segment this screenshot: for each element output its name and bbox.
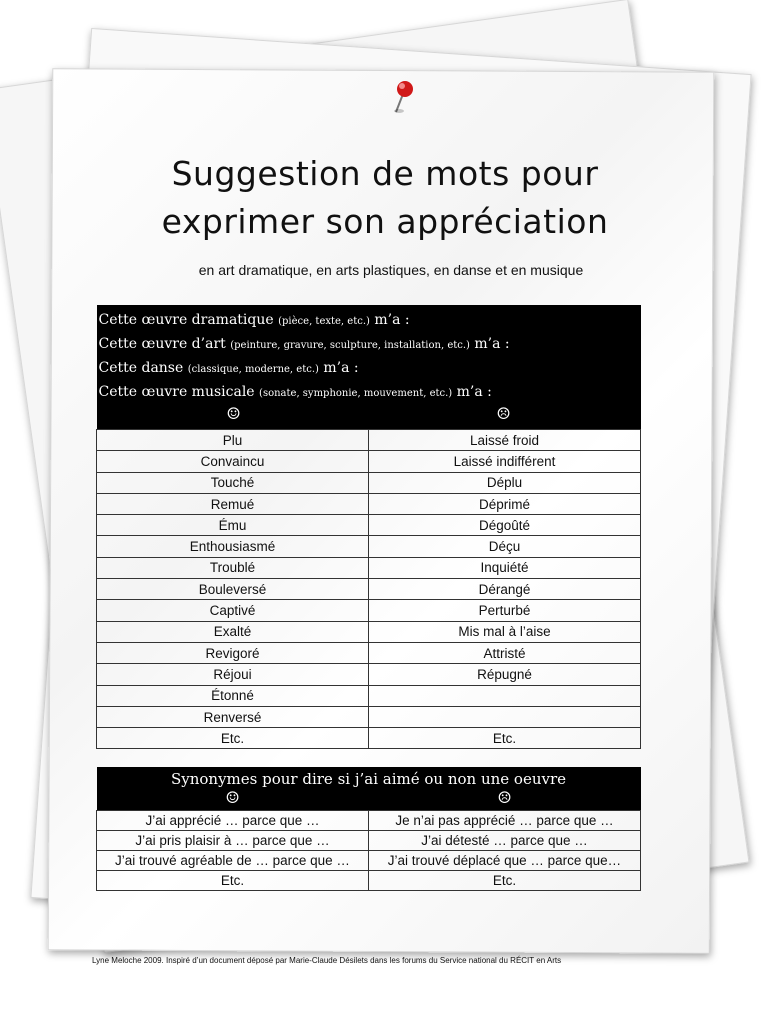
negative-cell: Laissé froid <box>369 430 641 451</box>
table-row <box>97 871 641 891</box>
table-row <box>97 664 641 685</box>
header-detail-text: (pièce, texte, etc.) <box>278 316 370 327</box>
positive-cell: Captivé <box>97 600 369 621</box>
table-row <box>97 642 641 663</box>
negative-cell: Déprimé <box>369 493 641 514</box>
table-row <box>97 621 641 642</box>
negative-cell: Inquiété <box>369 557 641 578</box>
positive-cell: J’ai pris plaisir à … parce que … <box>97 831 369 851</box>
table-row <box>97 579 641 600</box>
negative-cell <box>369 685 641 706</box>
table-row <box>97 557 641 578</box>
table-row <box>97 831 641 851</box>
positive-cell: Enthousiasmé <box>97 536 369 557</box>
feelings-table-body <box>97 430 641 749</box>
page-title <box>130 150 640 246</box>
negative-cell: Dégoûté <box>369 515 641 536</box>
positive-cell: Etc. <box>97 728 369 749</box>
header-main-text: Cette danse <box>98 360 188 376</box>
positive-cell: Revigoré <box>97 642 369 663</box>
positive-cell: Troublé <box>97 557 369 578</box>
negative-cell: Perturbé <box>369 600 641 621</box>
synonyms-title: Synonymes pour dire si j’ai aimé ou non une oeuvre <box>170 770 567 788</box>
header-end-text: m’a : <box>318 360 359 376</box>
header-lines <box>99 309 639 405</box>
negative-cell: J’ai détesté … parce que … <box>369 831 641 851</box>
smiley-sad-icon: ☹ <box>497 788 512 807</box>
table-row <box>97 728 641 749</box>
positive-cell: Bouleversé <box>97 579 369 600</box>
smiley-sad-icon: ☹ <box>496 404 511 423</box>
table-row <box>97 536 641 557</box>
header-main-text: Cette œuvre dramatique <box>98 312 279 328</box>
negative-cell: Attristé <box>369 642 641 663</box>
credit-footer: Lyne Meloche 2009. Inspiré d’un document déposé par Marie-Claude Désilets dans les forums du Service national du RÉCIT en Arts <box>92 956 562 965</box>
positive-cell: J’ai trouvé agréable de … parce que … <box>97 851 369 871</box>
negative-cell: Laissé indifférent <box>369 451 641 472</box>
feelings-table-header <box>97 305 641 430</box>
negative-cell: Déçu <box>369 536 641 557</box>
smiley-row <box>97 789 641 807</box>
positive-cell: Ému <box>97 515 369 536</box>
table-row <box>97 515 641 536</box>
positive-cell: Renversé <box>97 706 369 727</box>
push-pin-icon <box>390 78 420 118</box>
positive-cell: Remué <box>97 493 369 514</box>
feelings-table <box>96 305 641 749</box>
positive-cell: Réjoui <box>97 664 369 685</box>
table-row <box>97 430 641 451</box>
positive-cell: Exalté <box>97 621 369 642</box>
negative-cell: Etc. <box>369 728 641 749</box>
title-line: Suggestion de mots pour <box>171 154 599 193</box>
title-line: exprimer son appréciation <box>161 202 609 241</box>
header-line <box>99 333 639 357</box>
positive-cell: Etc. <box>97 871 369 891</box>
header-line <box>99 381 639 405</box>
header-end-text: m’a : <box>469 336 510 352</box>
synonyms-table-body <box>97 811 641 891</box>
positive-cell: Étonné <box>97 685 369 706</box>
header-detail-text: (peinture, gravure, sculpture, installation, etc.) <box>230 340 470 351</box>
header-main-text: Cette œuvre d’art <box>98 336 231 352</box>
positive-cell: Plu <box>97 430 369 451</box>
smiley-row <box>99 405 639 423</box>
header-end-text: m’a : <box>369 312 410 328</box>
table-row <box>97 811 641 831</box>
smiley-happy-icon: ☺ <box>225 788 240 807</box>
negative-cell: Déplu <box>369 472 641 493</box>
table-row <box>97 451 641 472</box>
table-row <box>97 600 641 621</box>
negative-cell: Répugné <box>369 664 641 685</box>
header-line <box>99 357 639 381</box>
negative-cell: Dérangé <box>369 579 641 600</box>
header-detail-text: (classique, moderne, etc.) <box>187 364 319 375</box>
smiley-happy-icon: ☺ <box>226 404 241 423</box>
table-row <box>97 851 641 871</box>
negative-cell: Mis mal à l’aise <box>369 621 641 642</box>
negative-cell: J’ai trouvé déplacé que … parce que… <box>369 851 641 871</box>
synonyms-table-header <box>97 767 641 811</box>
table-row <box>97 493 641 514</box>
table-row <box>97 706 641 727</box>
positive-cell: Convaincu <box>97 451 369 472</box>
header-end-text: m’a : <box>452 384 492 400</box>
table-row <box>97 472 641 493</box>
positive-cell: Touché <box>97 472 369 493</box>
header-line <box>99 309 639 333</box>
negative-cell <box>369 706 641 727</box>
header-main-text: Cette œuvre musicale <box>98 384 260 400</box>
header-detail-text: (sonate, symphonie, mouvement, etc.) <box>259 388 453 399</box>
table-row <box>97 685 641 706</box>
subtitle: en art dramatique, en arts plastiques, en danse et en musique <box>198 262 584 278</box>
synonyms-table <box>96 767 641 891</box>
negative-cell: Je n’ai pas apprécié … parce que … <box>369 811 641 831</box>
positive-cell: J’ai apprécié … parce que … <box>97 811 369 831</box>
negative-cell: Etc. <box>369 871 641 891</box>
